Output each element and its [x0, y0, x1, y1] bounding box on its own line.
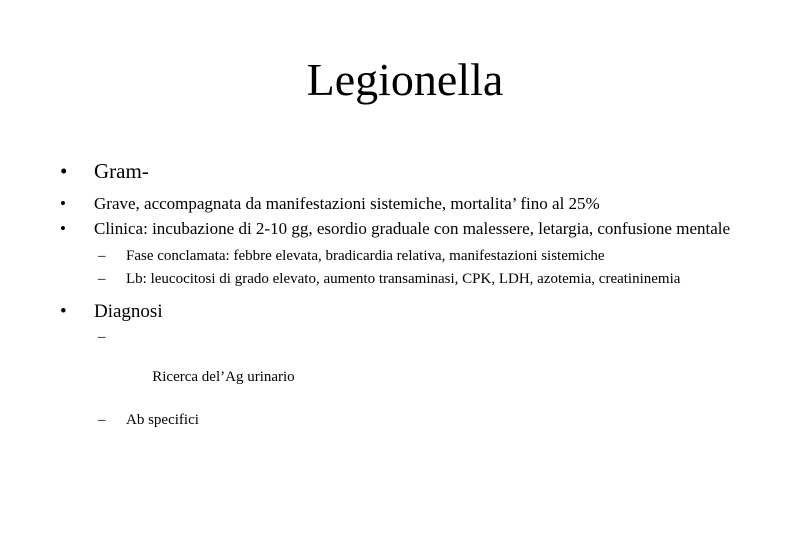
bullet-marker: • — [60, 159, 68, 183]
dash-marker: – — [98, 271, 106, 287]
bullet-marker: • — [60, 219, 66, 238]
sub-bullet-text: Lb: leucocitosi di grado elevato, aumento transaminasi, CPK, LDH, azotemia, creatininemia — [126, 271, 681, 287]
sub-bullet-lb — [60, 269, 760, 289]
sub-bullet-ricerca-ag — [60, 327, 760, 407]
sub-bullet-fase-conclamata — [60, 246, 760, 266]
bullet-text: Grave, accompagnata da manifestazioni sistemiche, mortalita’ fino al 25% — [94, 194, 600, 213]
sub-bullet-text: Ricerca del’Ag urinario — [148, 369, 295, 385]
sub-bullet-text: Fase conclamata: febbre elevata, bradicardia relativa, manifestazioni sistemiche — [126, 248, 605, 264]
dash-marker: – — [98, 329, 106, 345]
bullet-marker: • — [60, 194, 66, 213]
bullet-marker: • — [60, 301, 67, 322]
bullet-text: Clinica: incubazione di 2-10 gg, esordio graduale con malessere, letargia, confusione mentale — [94, 219, 731, 238]
slide-content — [60, 158, 760, 430]
dash-marker: – — [98, 248, 106, 264]
sub-bullet-text: Ab specifici — [126, 412, 199, 428]
slide-title: Legionella — [306, 54, 504, 105]
bullet-gram — [60, 158, 760, 184]
bullet-clinica — [60, 217, 760, 240]
bullet-grave — [60, 192, 760, 215]
bullet-diagnosi — [60, 300, 760, 324]
sub-bullet-ab-specifici — [60, 410, 760, 430]
dash-marker: – — [98, 412, 106, 428]
bullet-text: Gram- — [94, 159, 149, 183]
bullet-text: Diagnosi — [94, 301, 163, 322]
